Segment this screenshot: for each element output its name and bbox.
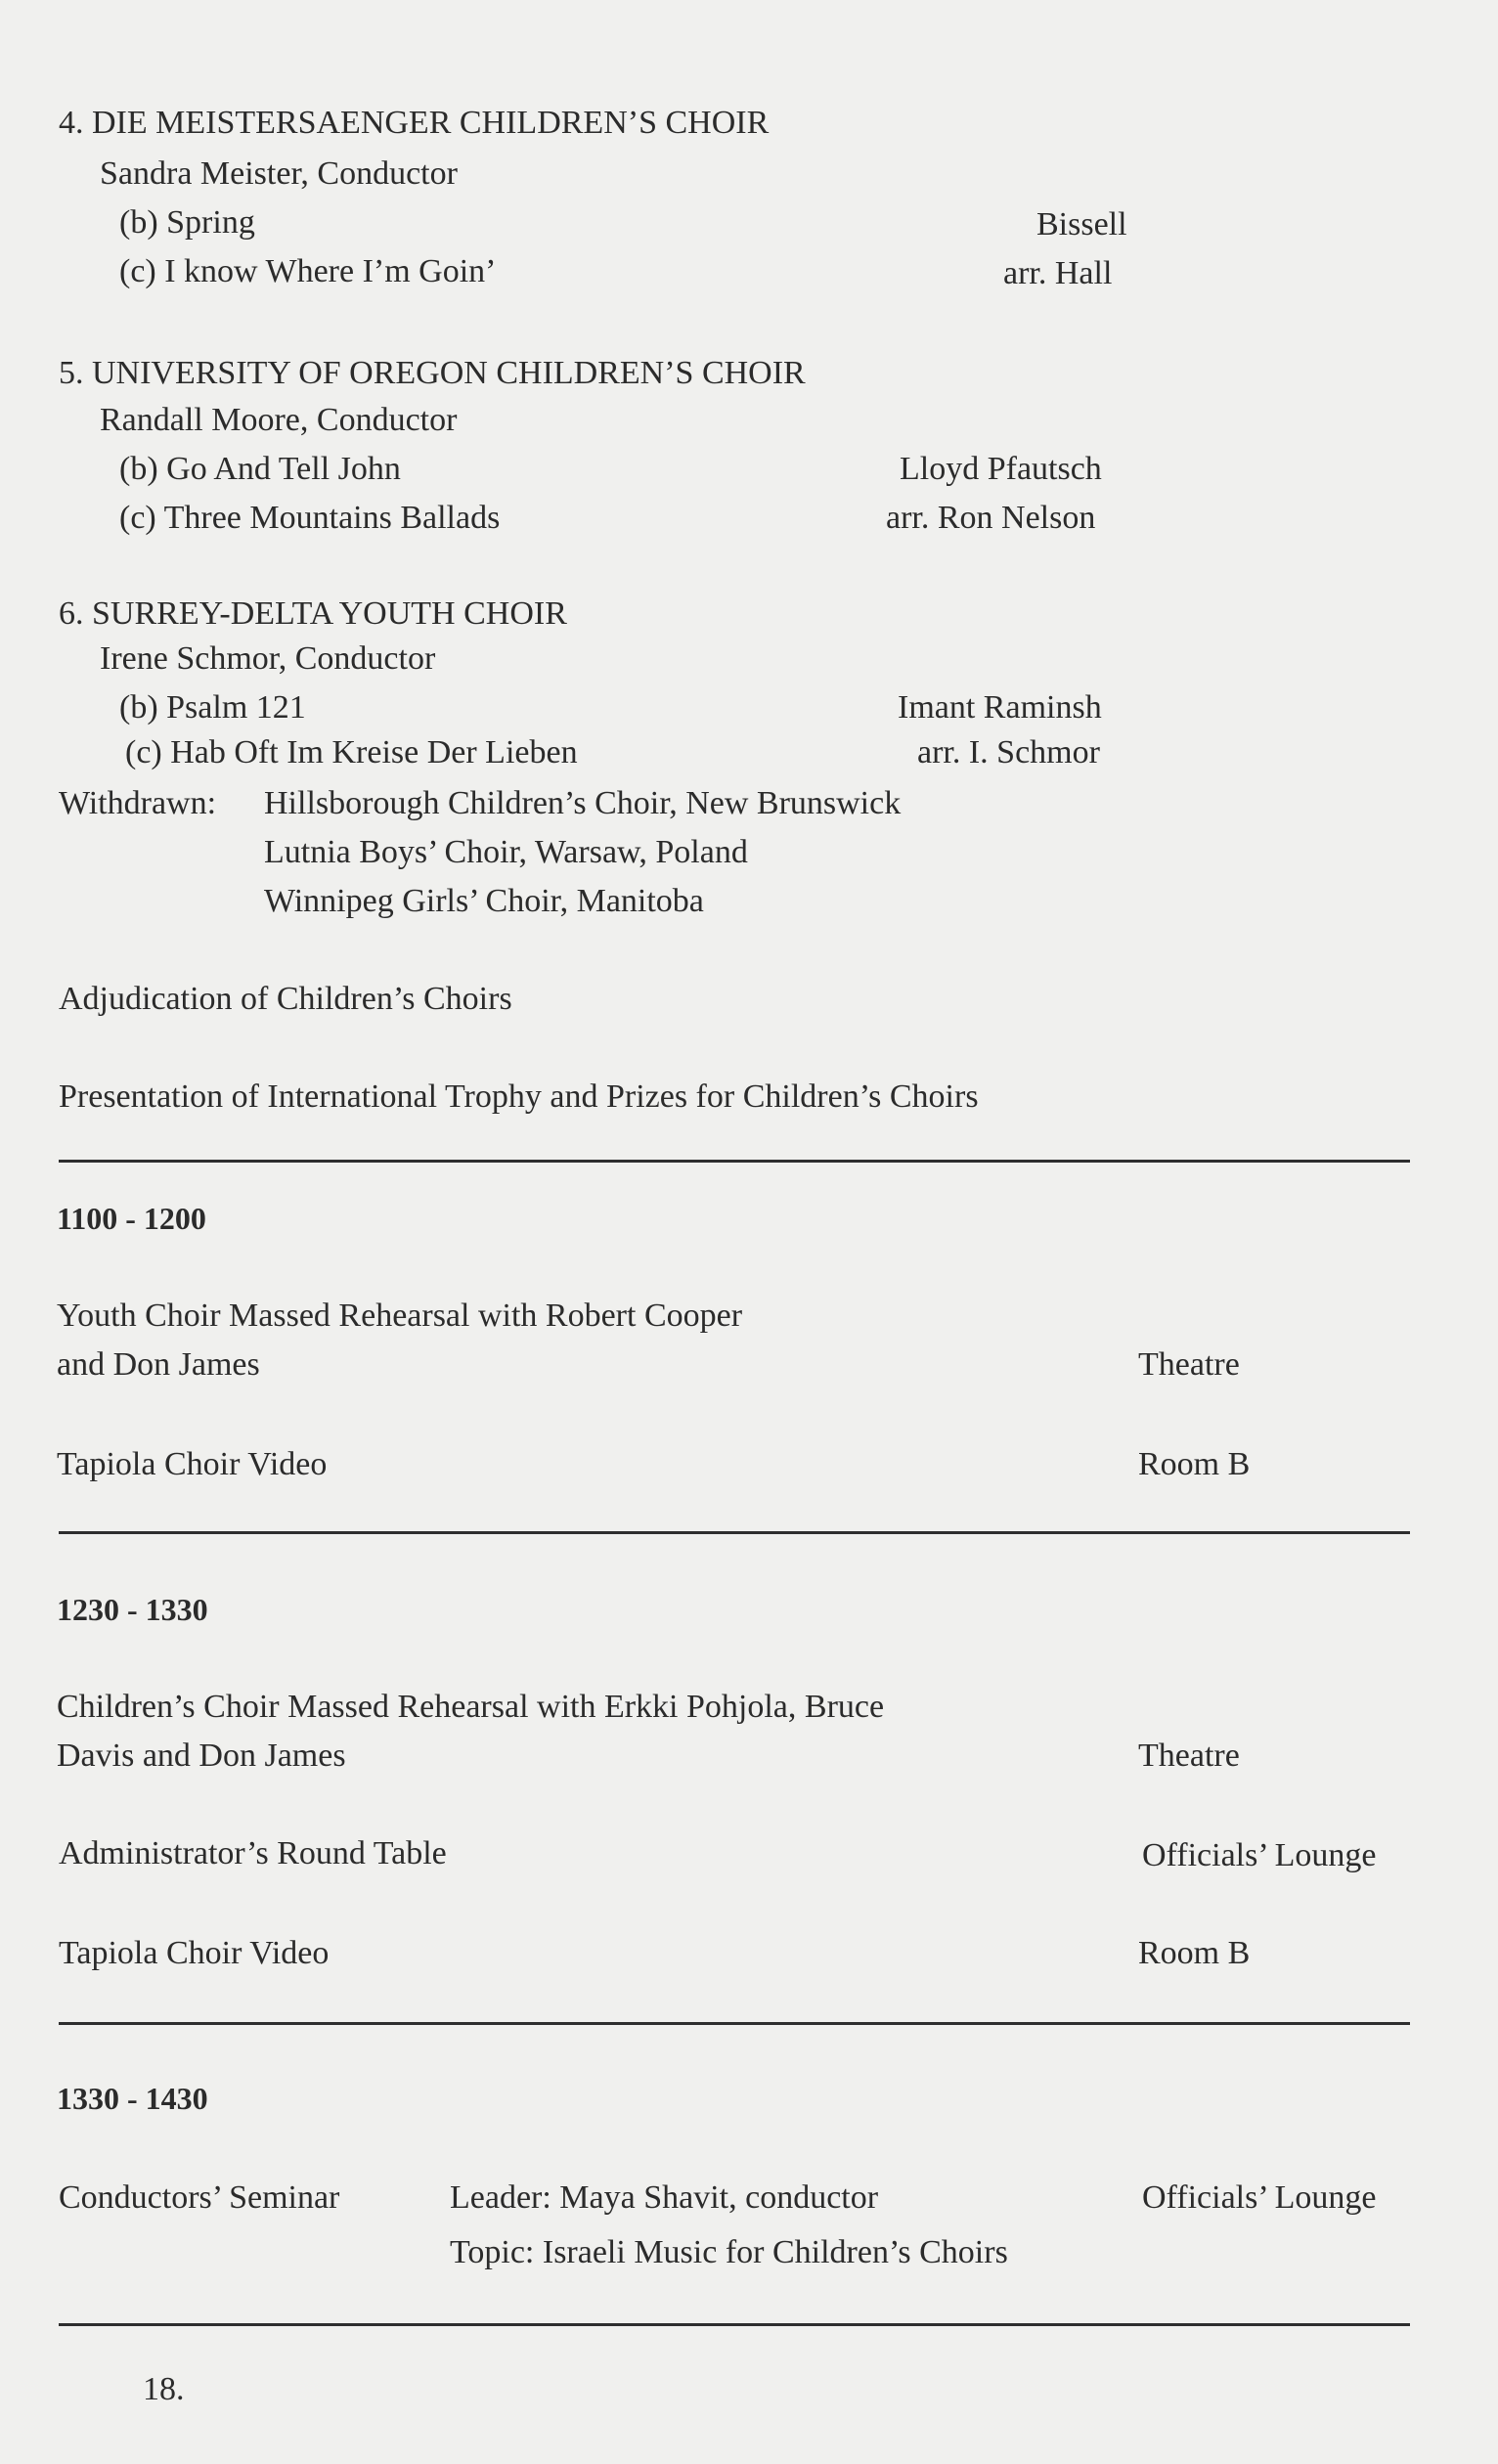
choir5-piece-title: (c) Three Mountains Ballads: [119, 500, 501, 536]
choir6-conductor: Irene Schmor, Conductor: [100, 640, 436, 677]
choir5-piece-composer: Lloyd Pfautsch: [900, 451, 1102, 487]
event-location: Theatre: [1138, 1346, 1240, 1383]
event-description: Youth Choir Massed Rehearsal with Robert Cooper: [57, 1298, 743, 1334]
page-number: 18.: [143, 2371, 185, 2407]
presentation-line: Presentation of International Trophy and Prizes for Children’s Choirs: [59, 1078, 979, 1115]
choir5-heading: 5. UNIVERSITY OF OREGON CHILDREN’S CHOIR: [59, 355, 806, 391]
choir5-piece-title: (b) Go And Tell John: [119, 451, 401, 487]
choir5-piece-composer: arr. Ron Nelson: [886, 500, 1096, 536]
event-topic: Topic: Israeli Music for Children’s Choirs: [450, 2234, 1008, 2270]
event-location: Theatre: [1138, 1738, 1240, 1774]
withdrawn-choir: Winnipeg Girls’ Choir, Manitoba: [264, 883, 704, 919]
choir5-conductor: Randall Moore, Conductor: [100, 402, 458, 438]
event-name: Conductors’ Seminar: [59, 2179, 340, 2216]
choir4-heading: 4. DIE MEISTERSAENGER CHILDREN’S CHOIR: [59, 105, 770, 141]
withdrawn-choir: Hillsborough Children’s Choir, New Brunswick: [264, 785, 902, 821]
choir4-piece-composer: Bissell: [1036, 206, 1127, 242]
time-heading: 1330 - 1430: [57, 2081, 208, 2116]
section-divider: [59, 1160, 1410, 1163]
section-divider: [59, 2022, 1410, 2025]
event-description: Children’s Choir Massed Rehearsal with Erkki Pohjola, Bruce: [57, 1689, 885, 1725]
event-description: Tapiola Choir Video: [57, 1446, 328, 1482]
event-description: Davis and Don James: [57, 1738, 346, 1774]
event-location: Officials’ Lounge: [1142, 1837, 1377, 1873]
adjudication-line: Adjudication of Children’s Choirs: [59, 981, 512, 1017]
time-heading: 1100 - 1200: [57, 1201, 206, 1236]
choir6-heading: 6. SURREY-DELTA YOUTH CHOIR: [59, 595, 567, 632]
choir6-piece-title: (b) Psalm 121: [119, 689, 306, 726]
choir4-conductor: Sandra Meister, Conductor: [100, 155, 458, 192]
event-leader: Leader: Maya Shavit, conductor: [450, 2179, 879, 2216]
section-divider: [59, 2323, 1410, 2326]
withdrawn-choir: Lutnia Boys’ Choir, Warsaw, Poland: [264, 834, 748, 870]
event-location: Officials’ Lounge: [1142, 2179, 1377, 2216]
event-description: Tapiola Choir Video: [59, 1935, 330, 1971]
choir4-piece-title: (b) Spring: [119, 204, 255, 241]
event-location: Room B: [1138, 1446, 1251, 1482]
event-location: Room B: [1138, 1935, 1251, 1971]
choir4-piece-composer: arr. Hall: [1003, 255, 1113, 291]
choir4-piece-title: (c) I know Where I’m Goin’: [119, 253, 497, 289]
choir6-piece-title: (c) Hab Oft Im Kreise Der Lieben: [125, 734, 578, 770]
choir6-piece-composer: arr. I. Schmor: [917, 734, 1100, 770]
withdrawn-label: Withdrawn:: [59, 785, 217, 821]
time-heading: 1230 - 1330: [57, 1592, 208, 1627]
event-description: Administrator’s Round Table: [59, 1835, 447, 1871]
event-description: and Don James: [57, 1346, 260, 1383]
choir6-piece-composer: Imant Raminsh: [898, 689, 1102, 726]
section-divider: [59, 1531, 1410, 1534]
